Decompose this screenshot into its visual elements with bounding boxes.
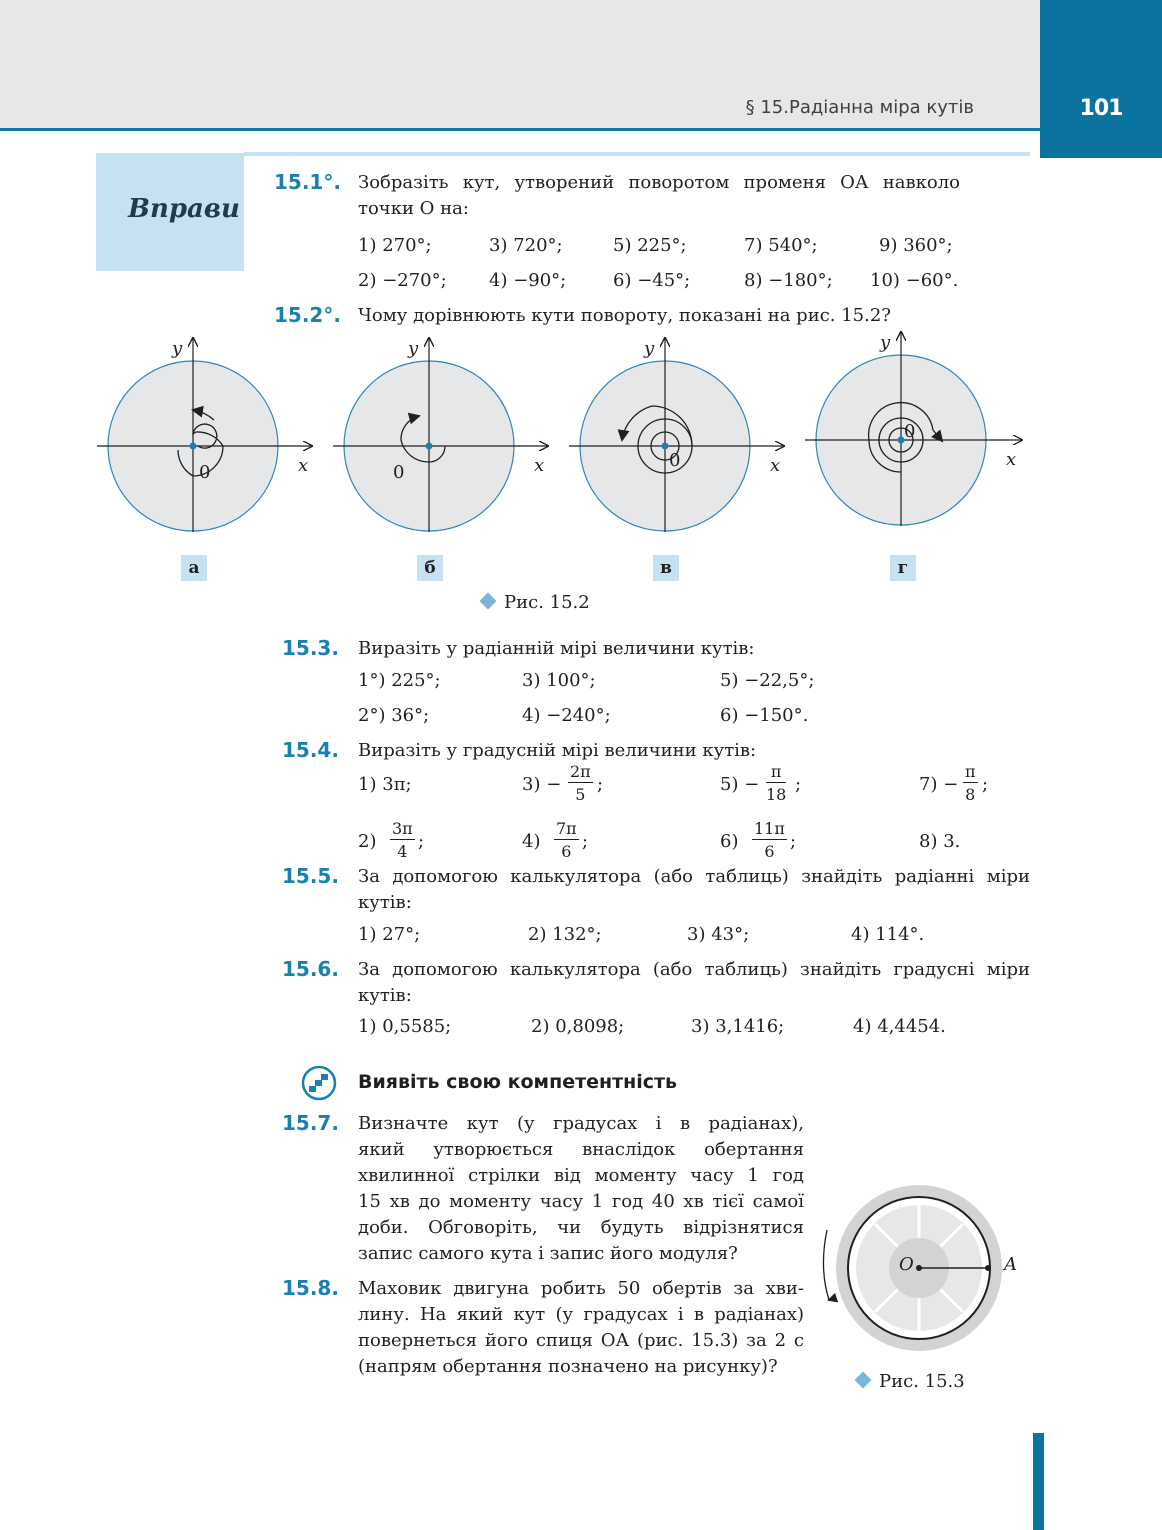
exercise-number: 15.6.	[282, 957, 339, 981]
list-item: 9) 360°;	[879, 235, 953, 256]
numerator: 3π	[392, 819, 413, 838]
list-item: 4) −240°;	[522, 705, 611, 726]
axis-label-y: y	[172, 338, 183, 359]
list-item-prefix: 6)	[720, 831, 739, 852]
list-item: 8) −180°;	[744, 270, 833, 291]
panel-label: г	[890, 555, 916, 581]
origin-label: 0	[904, 421, 916, 442]
list-item: 4) 114°.	[851, 924, 925, 945]
panel-b	[333, 338, 548, 532]
axis-label-x: x	[298, 455, 309, 476]
list-item: 1) 27°;	[358, 924, 421, 945]
origin-label: 0	[199, 462, 211, 483]
panel-label: в	[653, 555, 679, 581]
list-item: 1) 270°;	[358, 235, 432, 256]
list-item: 5) −22,5°;	[720, 670, 815, 691]
figure-caption	[857, 1371, 965, 1392]
exercise-number: 15.7.	[282, 1111, 339, 1135]
exercise-number: 15.1°.	[274, 170, 341, 194]
stairs-icon	[300, 1064, 338, 1102]
denominator: 4	[397, 842, 408, 861]
list-item-suffix: ;	[790, 831, 797, 852]
list-item: 1) 0,5585;	[358, 1016, 452, 1037]
list-item-suffix: ;	[597, 774, 604, 795]
list-item-prefix: 7) −	[919, 774, 959, 795]
diamond-icon	[855, 1372, 872, 1389]
axis-label-y: y	[644, 338, 655, 359]
exercise-text: доби. Обговоріть, чи будуть відрізнятися	[358, 1217, 804, 1238]
denominator: 6	[561, 842, 572, 861]
numerator: π	[766, 762, 786, 783]
fraction	[752, 819, 787, 861]
axis-label-y: y	[408, 338, 419, 359]
exercise-number: 15.3.	[282, 636, 339, 660]
page-number: 101	[1079, 96, 1123, 121]
list-item-prefix: 3) −	[522, 774, 562, 795]
panel-v	[569, 338, 784, 532]
exercise-number: 15.5.	[282, 864, 339, 888]
axis-label-x: x	[1006, 449, 1017, 470]
exercise-text: кутів:	[358, 892, 412, 913]
exercise-text: За допомогою калькулятора (або таблиць) знайдіть радіанні міри	[358, 866, 1030, 887]
list-item: 6) −150°.	[720, 705, 809, 726]
exercise-text: кутів:	[358, 985, 412, 1006]
denominator: 5	[575, 785, 586, 804]
exercise-text: Маховик двигуна робить 50 обертів за хви-	[358, 1278, 804, 1299]
axis-label-x: x	[534, 455, 545, 476]
exercise-text: (напрям обертання позначено на рисунку)?	[358, 1356, 778, 1377]
exercise-text: Чому дорівнюють кути повороту, показані на рис. 15.2?	[358, 305, 891, 326]
list-item: 3) 43°;	[687, 924, 750, 945]
diamond-icon	[480, 593, 497, 610]
list-item-suffix: ;	[582, 831, 589, 852]
list-item-suffix: ;	[982, 774, 989, 795]
point-label-a: A	[1004, 1254, 1017, 1275]
exercise-text: За допомогою калькулятора (або таблиць) знайдіть градусні міри	[358, 959, 1030, 980]
panel-label: а	[181, 555, 207, 581]
competence-heading: Виявіть свою компетентність	[358, 1071, 678, 1093]
fraction	[766, 762, 786, 804]
exercise-text: 15 хв до моменту часу 1 год 40 хв тієї самої	[358, 1191, 804, 1212]
exercise-text: хвилинної стрілки від моменту часу 1 год	[358, 1165, 804, 1186]
list-item: 1°) 225°;	[358, 670, 441, 691]
list-item: 5) 225°;	[613, 235, 687, 256]
list-item: 8) 3.	[919, 831, 961, 852]
list-item-prefix: 4)	[522, 831, 541, 852]
exercise-text: запис самого кута і запис його модуля?	[358, 1243, 738, 1264]
numerator: 7π	[556, 819, 577, 838]
panel-label: б	[417, 555, 443, 581]
exercise-text: який утворюється внаслідок обертання	[358, 1139, 804, 1160]
list-item: 4) −90°;	[489, 270, 567, 291]
list-item: 3) 720°;	[489, 235, 563, 256]
origin-label: 0	[669, 450, 681, 471]
denominator: 6	[764, 842, 775, 861]
list-item: 10) −60°.	[870, 270, 959, 291]
list-item: 7) 540°;	[744, 235, 818, 256]
list-item: 2°) 36°;	[358, 705, 430, 726]
list-item-suffix: ;	[418, 831, 425, 852]
axis-label-y: y	[880, 332, 891, 353]
numerator: 2π	[570, 762, 591, 781]
caption-text: Рис. 15.3	[879, 1371, 965, 1392]
list-item-prefix: 2)	[358, 831, 377, 852]
exercise-text: Виразіть у радіанній мірі величини кутів:	[358, 638, 755, 659]
denominator: 18	[766, 785, 787, 804]
caption-text: Рис. 15.2	[504, 592, 590, 613]
side-accent-bar	[1033, 1433, 1044, 1530]
numerator: 11π	[754, 819, 785, 838]
list-item: 2) 132°;	[528, 924, 602, 945]
denominator: 8	[965, 785, 976, 804]
exercise-text: Визначте кут (у градусах і в радіанах),	[358, 1113, 804, 1134]
list-item: 2) 0,8098;	[531, 1016, 625, 1037]
section-title: Вправи	[128, 194, 240, 224]
numerator: π	[965, 762, 976, 781]
fraction	[963, 762, 978, 804]
fraction	[568, 762, 593, 804]
list-item-prefix: 5) −	[720, 774, 760, 795]
exercise-number: 15.4.	[282, 738, 339, 762]
axis-label-x: x	[770, 455, 781, 476]
exercise-number: 15.8.	[282, 1276, 339, 1300]
origin-label: 0	[393, 462, 405, 483]
exercise-number: 15.2°.	[274, 303, 341, 327]
list-item: 6) −45°;	[613, 270, 691, 291]
list-item: 1) 3π;	[358, 774, 412, 795]
flywheel-figure	[815, 1180, 1025, 1360]
point-label-o: O	[899, 1254, 914, 1275]
figure-caption	[482, 592, 590, 613]
fraction	[554, 819, 579, 861]
exercise-text: Зобразіть кут, утворений поворотом променя ОА навколо	[358, 172, 960, 193]
running-title: § 15.Радіанна міра кутів	[745, 97, 974, 118]
panel-a	[97, 338, 312, 532]
exercise-text: точки О на:	[358, 198, 469, 219]
exercise-text: лину. На який кут (у градусах і в радіанах)	[358, 1304, 804, 1325]
exercise-text: повернеться його спиця ОА (рис. 15.3) за 2 с	[358, 1330, 804, 1351]
list-item-suffix: ;	[795, 774, 802, 795]
fraction	[390, 819, 415, 861]
list-item: 3) 3,1416;	[691, 1016, 785, 1037]
list-item: 4) 4,4454.	[853, 1016, 946, 1037]
list-item: 2) −270°;	[358, 270, 447, 291]
exercise-text: Виразіть у градусній мірі величини кутів:	[358, 740, 757, 761]
list-item: 3) 100°;	[522, 670, 596, 691]
figure-15-2	[0, 0, 1162, 640]
